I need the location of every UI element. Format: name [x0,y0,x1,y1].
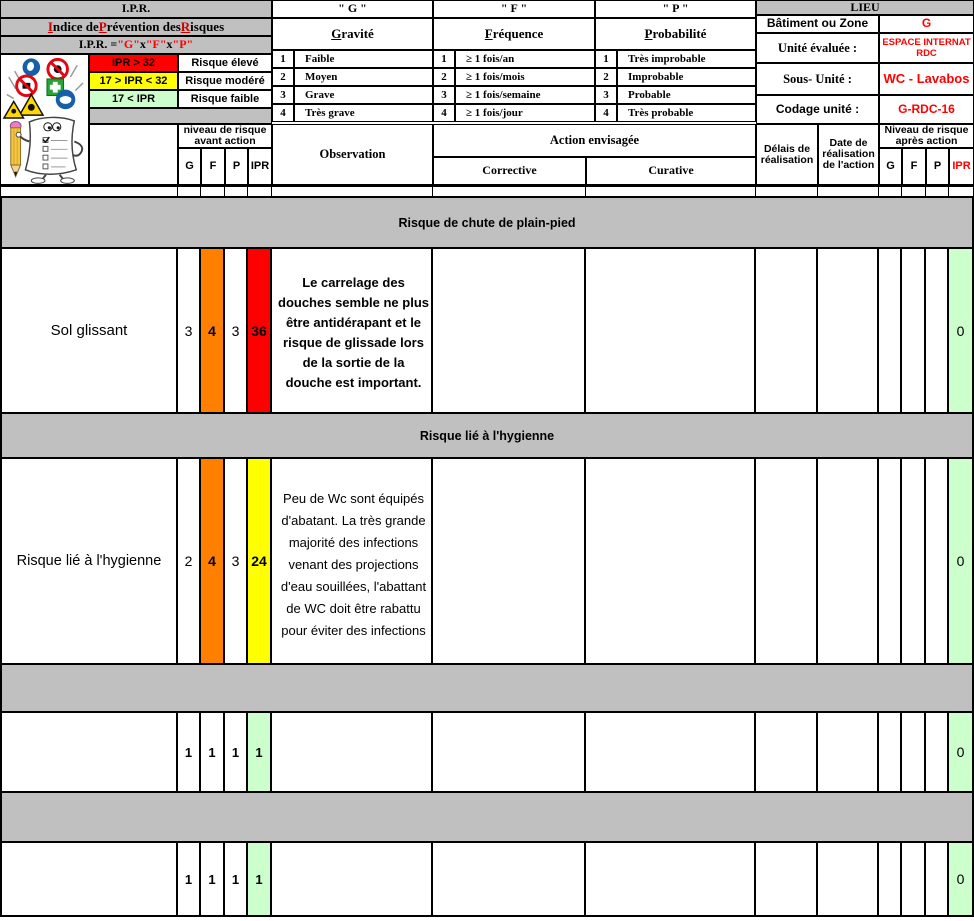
legend-filler-cell [89,108,272,124]
curative-cell[interactable] [586,843,756,915]
scale-f-rest: réquence [492,25,544,41]
after-col-ipr: IPR [949,148,974,185]
scale-p-num: 4 [595,104,617,122]
ipr-value-cell[interactable]: 1 [248,843,272,915]
subtitle-text: révention des [106,18,181,34]
subtitle-letter-i: I [47,18,53,34]
g2-value-cell[interactable] [879,459,902,663]
g2-value-cell[interactable] [879,249,902,412]
delais-cell[interactable] [756,459,818,663]
scale-f-num: 2 [433,68,455,86]
section-band-hygiene[interactable]: Risque lié à l'hygienne [0,412,974,459]
scale-g-num: 2 [272,68,294,86]
delais-header: Délais de réalisation [756,124,818,185]
scale-g-label: Très grave [294,104,433,122]
after-col-f: F [902,148,926,185]
p-value-cell[interactable]: 3 [225,249,248,412]
spacer-cell [926,187,949,196]
scale-g-rest: ravité [341,25,374,41]
p2-value-cell[interactable] [926,843,949,915]
scale-g-num: 1 [272,50,294,68]
spacer-cell [902,187,926,196]
scale-g-code: " G " [272,0,433,18]
date-cell[interactable] [818,459,879,663]
legend-label-low: Risque faible [178,90,272,108]
date-header: Date de réalisation de l'action [818,124,879,185]
scale-g-label: Grave [294,86,433,104]
scale-f-label: ≥ 1 fois/semaine [455,86,595,104]
codage-value[interactable]: G-RDC-16 [879,95,974,124]
scale-p-num: 1 [595,50,617,68]
sous-unite-label: Sous- Unité : [756,63,879,95]
scale-f-num: 3 [433,86,455,104]
scale-f-name [433,18,595,50]
p2-value-cell[interactable] [926,459,949,663]
observation-header: Observation [272,124,433,185]
action-header: Action envisagée [433,124,756,157]
before-col-ipr: IPR [248,148,272,185]
empty-header-cell [89,124,178,185]
lieu-title: LIEU [756,0,974,15]
scale-p-label: Très improbable [617,50,756,68]
after-col-g: G [879,148,902,185]
risk-row-empty-1 [0,713,974,791]
g-value-cell[interactable]: 2 [178,459,201,663]
scale-g-num: 3 [272,86,294,104]
legend-range-high: IPR > 32 [89,54,178,72]
ipr2-value-cell[interactable]: 0 [949,843,974,915]
legend-label-moderate: Risque modéré [178,72,272,90]
formula-p: "P" [172,37,194,52]
before-col-f: F [201,148,225,185]
spacer-cell [756,187,818,196]
p2-value-cell[interactable] [926,249,949,412]
scale-p-label: Improbable [617,68,756,86]
corrective-cell[interactable] [433,249,586,412]
after-action-header: Niveau de risque après action [879,124,974,148]
ipr-value-cell[interactable]: 24 [248,459,272,663]
risk-row-empty-2 [0,843,974,917]
scale-g-label: Moyen [294,68,433,86]
unite-label: Unité évaluée : [756,33,879,63]
ipr-value-cell[interactable]: 1 [248,713,272,791]
corrective-cell[interactable] [433,713,586,791]
scale-f-label: ≥ 1 fois/jour [455,104,595,122]
section-band-chute[interactable]: Risque de chute de plain-pied [0,196,974,249]
spacer-cell [201,187,225,196]
formula-f: "F" [145,37,167,52]
unite-value[interactable]: ESPACE INTERNAT RDC [879,33,974,63]
corrective-cell[interactable] [433,459,586,663]
scale-f-num: 1 [433,50,455,68]
spacer-cell [272,187,433,196]
p-value-cell[interactable]: 1 [225,843,248,915]
scale-f-code: " F " [433,0,595,18]
subtitle-letter-p: P [98,18,107,34]
scale-p-label: Très probable [617,104,756,122]
g-value-cell[interactable]: 1 [178,713,201,791]
curative-cell[interactable] [586,459,756,663]
safety-cartoon [0,54,89,185]
before-col-p: P [225,148,248,185]
scale-g-label: Faible [294,50,433,68]
after-col-p: P [926,148,949,185]
section-band-empty[interactable] [0,663,974,713]
delais-cell[interactable] [756,249,818,412]
scale-g-name [272,18,433,50]
formula-g: "G" [117,37,140,52]
delais-cell[interactable] [756,843,818,915]
observation-cell[interactable]: Peu de Wc sont équipés d'abatant. La très grande majorité des infections venant des projections d'eau souillées, l'abattant de WC doit être rabattu pour éviter des infections [272,459,433,663]
scale-p-label: Probable [617,86,756,104]
spacer-cell [949,187,974,196]
ipr-formula [0,36,272,54]
subtitle-letter-r: R [180,18,191,34]
date-cell[interactable] [818,843,879,915]
ipr-title: I.P.R. [0,0,272,18]
risk-label-cell[interactable] [0,843,178,915]
section-band-empty[interactable] [0,791,974,843]
spacer-cell [225,187,248,196]
subtitle-text: ndice de [52,18,99,34]
legend-label-high: Risque élevé [178,54,272,72]
batiment-value[interactable]: G [879,15,974,33]
scale-p-name [595,18,756,50]
risk-row-sol-glissant [0,249,974,412]
spacer-cell [879,187,902,196]
spacer-cell [818,187,879,196]
g-value-cell[interactable]: 1 [178,843,201,915]
spacer-cell [433,187,586,196]
g2-value-cell[interactable] [879,843,902,915]
ipr-subtitle [0,18,272,36]
curative-cell[interactable] [586,249,756,412]
subtitle-text: isques [190,18,225,34]
risk-label-cell[interactable] [0,713,178,791]
g2-value-cell[interactable] [879,713,902,791]
scale-g-initial: G [331,25,342,41]
f2-value-cell[interactable] [902,713,926,791]
curative-cell[interactable] [586,713,756,791]
f2-value-cell[interactable] [902,843,926,915]
ipr2-value-cell[interactable]: 0 [949,713,974,791]
spacer-cell [0,187,178,196]
safety-cartoon-drawing [1,54,88,185]
p-value-cell[interactable]: 3 [225,459,248,663]
ipr2-value-cell[interactable]: 0 [949,249,974,412]
legend-range-low: 17 < IPR [89,90,178,108]
scale-p-code: " P " [595,0,756,18]
sous-unite-value[interactable]: WC - Lavabos [879,63,974,95]
p2-value-cell[interactable] [926,713,949,791]
spacer-row [0,185,974,196]
ipr-value-cell[interactable]: 36 [248,249,272,412]
scale-f-label: ≥ 1 fois/an [455,50,595,68]
observation-cell[interactable] [272,713,433,791]
g-value-cell[interactable]: 3 [178,249,201,412]
f2-value-cell[interactable] [902,249,926,412]
date-cell[interactable] [818,249,879,412]
risk-label-cell[interactable]: Risque lié à l'hygienne [0,459,178,663]
scale-g-num: 4 [272,104,294,122]
risk-row-hygiene [0,459,974,663]
scale-f-num: 4 [433,104,455,122]
scale-p-num: 2 [595,68,617,86]
batiment-label: Bâtiment ou Zone [756,15,879,33]
observation-cell[interactable]: Le carrelage des douches semble ne plus être antidérapant et le risque de glissade lors de la sortie de la douche est important. [272,249,433,412]
before-action-header: niveau de risque avant action [178,124,272,148]
scale-p-rest: robabilité [652,25,707,41]
risk-label-cell[interactable]: Sol glissant [0,249,178,412]
f2-value-cell[interactable] [902,459,926,663]
scale-f-label: ≥ 1 fois/mois [455,68,595,86]
observation-cell[interactable] [272,843,433,915]
f-value-cell[interactable]: 1 [201,843,225,915]
spacer-cell [586,187,756,196]
curative-header: Curative [586,157,756,185]
scale-p-num: 3 [595,86,617,104]
delais-cell[interactable] [756,713,818,791]
formula-prefix: I.P.R. = [78,37,118,52]
f-value-cell[interactable]: 1 [201,713,225,791]
formula-x: x [139,37,146,52]
codage-label: Codage unité : [756,95,879,124]
formula-x: x [166,37,173,52]
scale-p-initial: P [644,25,653,41]
corrective-cell[interactable] [433,843,586,915]
scale-f-initial: F [484,25,493,41]
spacer-cell [178,187,201,196]
before-col-g: G [178,148,201,185]
corrective-header: Corrective [433,157,586,185]
f-value-cell[interactable]: 4 [201,459,225,663]
p-value-cell[interactable]: 1 [225,713,248,791]
date-cell[interactable] [818,713,879,791]
spacer-cell [248,187,272,196]
legend-range-moderate: 17 > IPR < 32 [89,72,178,90]
f-value-cell[interactable]: 4 [201,249,225,412]
ipr2-value-cell[interactable]: 0 [949,459,974,663]
